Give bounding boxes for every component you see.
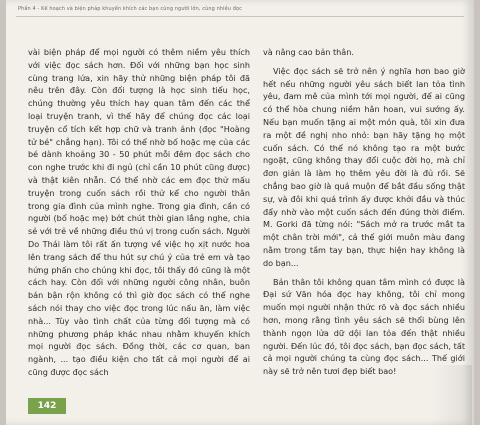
page-number: 142 (28, 398, 66, 414)
left-paragraph-1: vài biện pháp để mọi người có thêm niềm yêu thích với việc đọc sách hơn. Đối với những bạn học sinh cùng trang lứa, xin hãy thử những biện pháp tôi đã nêu trên đây. Còn đối tượng là học sinh tiểu học, chúng thường yêu thích hay quan tâm đến các thể loại truyện tranh, vì thế hãy để chúng đọc các loại truyện cổ tích kết hợp chữ và tranh ảnh (đọc "Hoàng tử bé" chẳng hạn). Tôi có thể nhờ bố hoặc mẹ của các bé dành khoảng 30 - 50 phút mỗi đêm đọc sách cho con nghe trước khi đi ngủ (chỉ cần 10 phút cũng được) và thật kiên nhẫn. Có thể nhờ các em đọc thử mấu truyện trong cuốn sách rồi thử kể cho người thân trong gia đình của mình nghe. Trong gia đình, cần có người (bố hoặc mẹ) bớt chút thời gian lắng nghe, chia sẻ với trẻ về những điều thú vị trong cuốn sách. Người Do Thái làm tôi rất ấn tượng về việc họ xịt nước hoa lên trang sách để thu hút sự chú ý của trẻ em và tạo hứng phấn cho chúng khi đọc, tôi thấy đó cũng là một cách hay. Còn đối với những người công nhân, buôn bán bận rộn không có thì giờ đọc sách có thể nghe sách nói thay cho việc đọc trong lúc nấu ăn, làm việc nhà... Tùy vào tình chất của từng đối tượng mà có những phương pháp khác nhau nhằm khuyến khích mọi người đọc sách. Đồng thời, các cơ quan, ban ngành, ... tạo điều kiện cho tất cả mọi người để ai cũng được đọc sách (28, 47, 250, 377)
right-paragraph-1: và nâng cao bản thân. (263, 47, 354, 57)
right-paragraph-3: Bản thân tôi không quan tâm mình có được là Đại sứ Văn hóa đọc hay không, tôi chỉ mong muốn mọi người nhận thức rõ và đọc sách nhiều hơn, mong rằng tình yêu sách sẽ thổi bùng lên thành ngọn lửa dữ dội lan tỏa đến thật nhiều người. Đến lúc đó, tôi đọc sách, bạn đọc sách, tất cả mọi người chúng ta cùng đọc sách... Thế giới này sẽ trở nên tươi đẹp biết bao! (263, 276, 465, 377)
running-header: Phần 4 - Kế hoạch và biện pháp khuyến khích các bạn cùng người lớn, cùng nhiều đọc (18, 6, 243, 12)
right-paragraph-2: Việc đọc sách sẽ trở nên ý nghĩa hơn bao giờ hết nếu những người yêu sách biết lan tỏa tình yêu, đam mê của mình tới mọi người, để ai cũng có thể hòa chung niềm hân hoan, vui sướng ấy. Nếu bạn muốn tặng ai một món quà, tôi xin đưa ra một đề nghị nho nhỏ: bạn hãy tặng họ một cuốn sách. Có thể nó không tạo ra một bước ngoặt, cũng không thay đổi cuộc đời họ, mà chỉ đơn giản là làm họ thêm yêu đời là đủ rồi. Sẽ chẳng bao giờ là quá muộn để bắt đầu sống thật sự, và đôi khi quá trình ấy được khởi đầu và thúc đẩy nhờ vào một cuốn sách đến đúng thời điểm. M. Gorki đã từng nói: "Sách mở ra trước mắt ta một chân trời mới", cả thế giới muôn màu đang nằm trong tầm tay bạn, thực hiện hay không là do bạn... (263, 65, 465, 268)
header-divider (16, 16, 464, 17)
page-curl-shadow (432, 365, 472, 425)
right-column (263, 46, 465, 384)
left-column (28, 46, 250, 385)
book-page (6, 0, 474, 425)
